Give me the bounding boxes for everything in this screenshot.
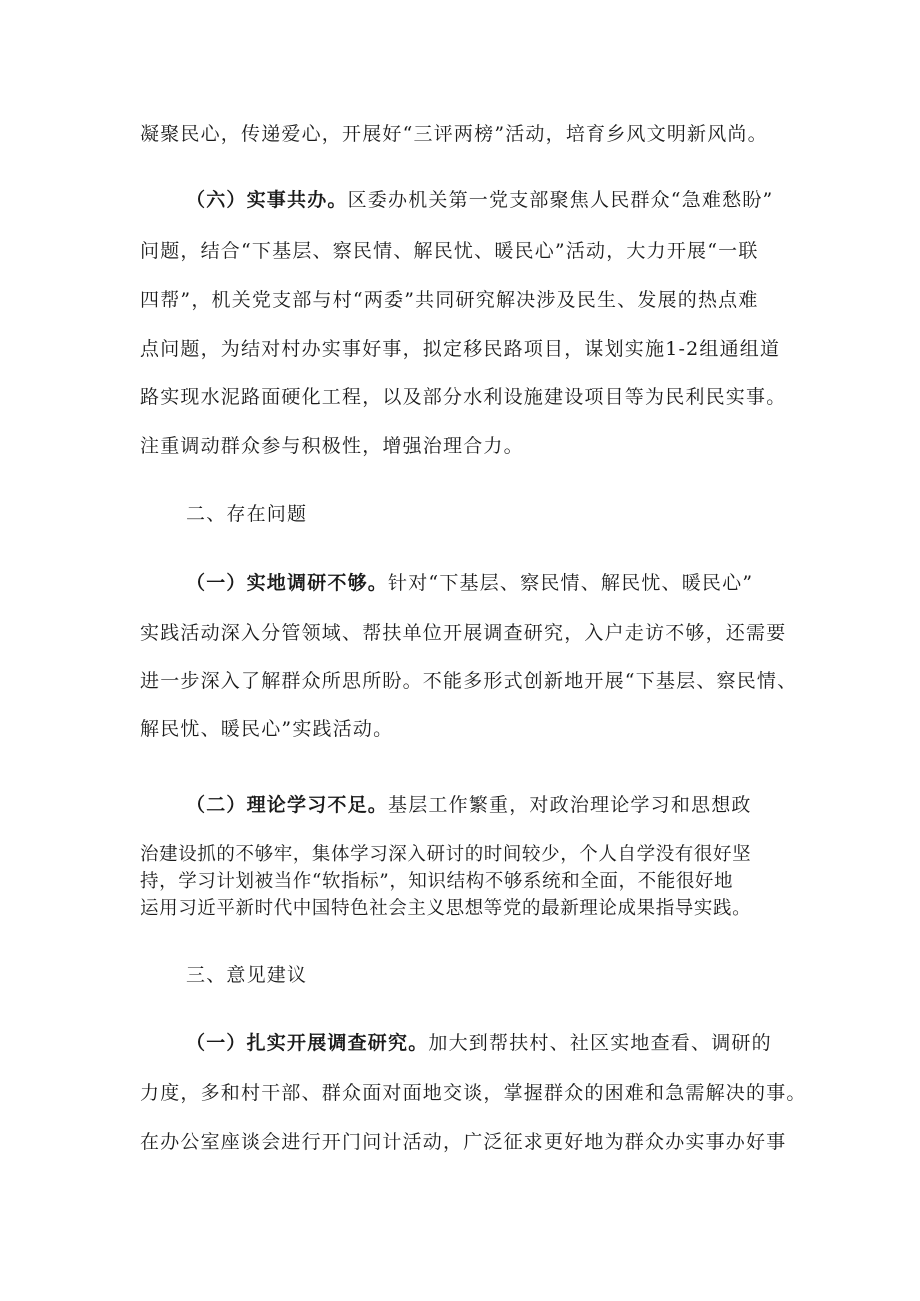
item-text: 基层工作繁重，对政治理论学习和思想政	[388, 794, 752, 816]
text-line: 凝聚民心，传递爱心，开展好“三评两榜”活动，培育乡风文明新风尚。	[140, 123, 768, 145]
text-line: 四帮”，机关党支部与村“两委”共同研究解决涉及民生、发展的热点难	[140, 289, 759, 311]
text-line: 治建设抓的不够牢，集体学习深入研讨的时间较少，个人自学没有很好坚	[140, 844, 752, 865]
text-line: 注重调动群众参与积极性，增强治理合力。	[140, 435, 524, 457]
paragraph-first-line	[186, 571, 753, 595]
text-line: 进一步深入了解群众所思所盼。不能多形式创新地开展“下基层、察民情、	[140, 670, 798, 692]
item-title: （二）理论学习不足。	[186, 794, 389, 816]
item-title: （一）扎实开展调查研究。	[186, 1032, 429, 1054]
item-text: 针对“下基层、察民情、解民忧、暖民心”	[388, 572, 754, 594]
text-line: 力度，多和村干部、群众面对面地交谈，掌握群众的困难和急需解决的事。	[140, 1082, 807, 1104]
section-heading: 三、意见建议	[186, 964, 308, 986]
item-title: （六）实事共办。	[186, 189, 348, 211]
paragraph-first-line	[186, 793, 752, 817]
section-heading: 二、存在问题	[186, 503, 308, 525]
item-text: 区委办机关第一党支部聚焦人民群众“急难愁盼”	[347, 189, 774, 211]
text-line: 点问题，为结对村办实事好事，拟定移民路项目，谋划实施1-2组通组道	[140, 338, 781, 360]
item-title: （一）实地调研不够。	[186, 572, 389, 594]
text-line: 运用习近平新时代中国特色社会主义思想等党的最新理论成果指导实践。	[140, 898, 752, 919]
text-line: 解民忧、暖民心”实践活动。	[140, 718, 394, 740]
text-line: 持，学习计划被当作“软指标”，知识结构不够系统和全面，不能很好地	[140, 871, 734, 892]
paragraph-first-line	[186, 188, 773, 212]
text-line: 在办公室座谈会进行开门问计活动，广泛征求更好地为群众办实事办好事	[140, 1131, 787, 1153]
text-line: 实践活动深入分管领域、帮扶单位开展调查研究，入户走访不够，还需要	[140, 622, 787, 644]
text-line: 路实现水泥路面硬化工程，以及部分水利设施建设项目等为民利民实事。	[140, 386, 787, 408]
paragraph-first-line	[186, 1031, 772, 1055]
item-text: 加大到帮扶村、社区实地查看、调研的	[428, 1032, 772, 1054]
text-line: 问题，结合“下基层、察民情、解民忧、暖民心”活动，大力开展“一联	[140, 240, 759, 262]
